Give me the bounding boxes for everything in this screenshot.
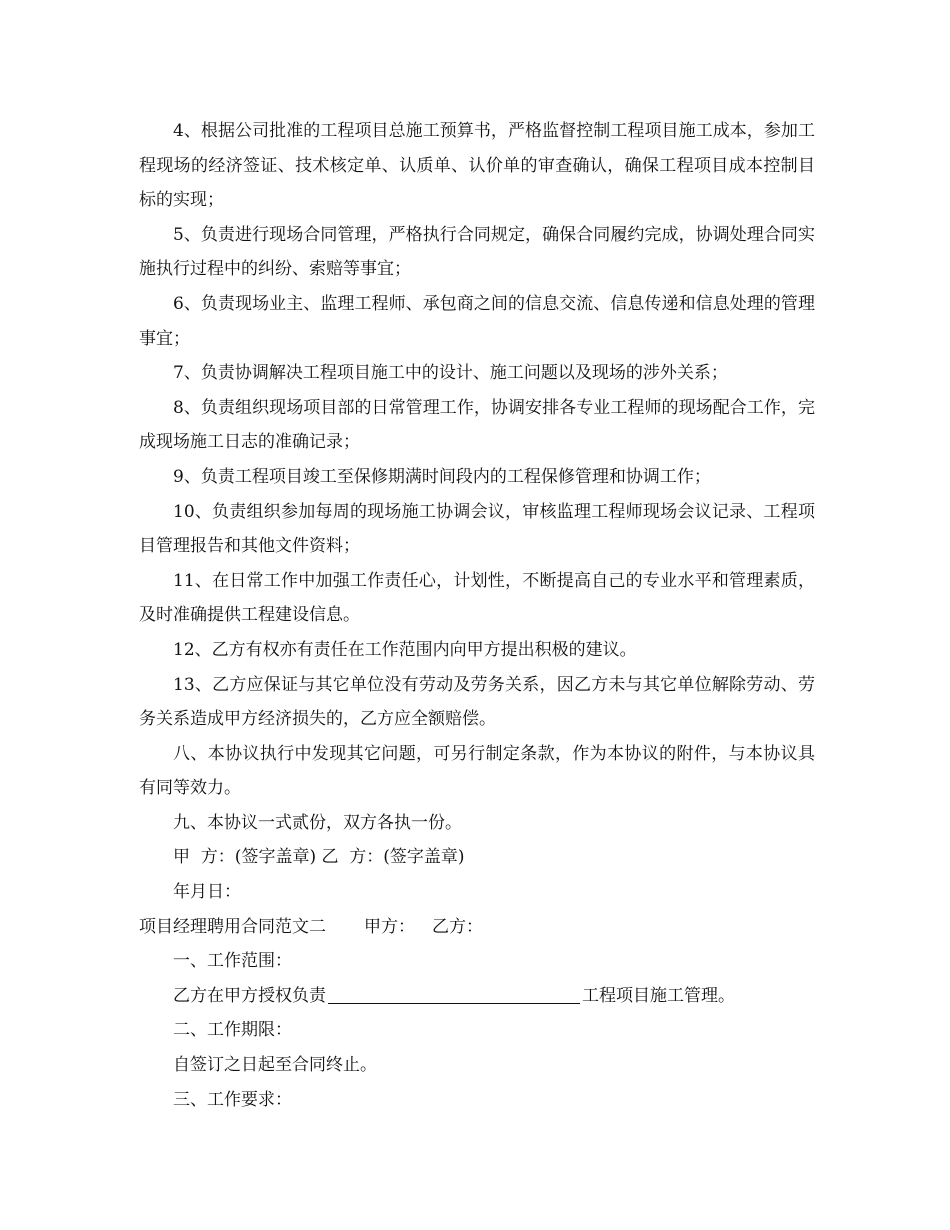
article-8: 八、本协议执行中发现其它问题，可另行制定条款，作为本协议的附件，与本协议具有同等效力。 <box>139 743 815 799</box>
date-line: 年月日： <box>173 882 241 903</box>
scope-line <box>139 979 815 1014</box>
section-2-heading: 二、工作期限： <box>173 1020 292 1041</box>
party-b-label: 乙方： <box>432 916 483 937</box>
term-line: 自签订之日起至合同终止。 <box>173 1055 377 1076</box>
clause-6: 6、负责现场业主、监理工程师、承包商之间的信息交流、信息传递和信息处理的管理事宜； <box>139 293 815 349</box>
clause-9: 9、负责工程项目竣工至保修期满时间段内的工程保修管理和协调工作； <box>173 466 711 487</box>
clause-11: 11、在日常工作中加强工作责任心，计划性，不断提高自己的专业水平和管理素质，及时准确提供工程建设信息。 <box>139 570 815 626</box>
second-contract-title: 项目经理聘用合同范文二 <box>139 916 326 937</box>
document-body <box>139 114 815 1117</box>
clause-10: 10、负责组织参加每周的现场施工协调会议，审核监理工程师现场会议记录、工程项目管理报告和其他文件资料； <box>139 501 815 557</box>
section-1-heading: 一、工作范围： <box>173 951 292 972</box>
clause-8: 8、负责组织现场项目部的日常管理工作，协调安排各专业工程师的现场配合工作，完成现场施工日志的准确记录； <box>139 397 815 453</box>
section-3-heading: 三、工作要求： <box>173 1089 292 1110</box>
clause-13: 13、乙方应保证与其它单位没有劳动及劳务关系，因乙方未与其它单位解除劳动、劳务关系造成甲方经济损失的，乙方应全额赔偿。 <box>139 674 815 730</box>
clause-7: 7、负责协调解决工程项目施工中的设计、施工问题以及现场的涉外关系； <box>173 363 728 384</box>
scope-prefix: 乙方在甲方授权负责 <box>173 985 326 1006</box>
clause-4: 4、根据公司批准的工程项目总施工预算书，严格监督控制工程项目施工成本，参加工程现场的经济签证、技术核定单、认质单、认价单的审查确认，确保工程项目成本控制目标的实现； <box>139 121 815 211</box>
article-9: 九、本协议一式贰份，双方各执一份。 <box>173 812 462 833</box>
signature-line: 甲 方：(签字盖章) 乙 方：(签字盖章) <box>173 847 465 868</box>
scope-suffix: 工程项目施工管理。 <box>582 985 735 1006</box>
party-a-label: 甲方： <box>364 916 415 937</box>
clause-12: 12、乙方有权亦有责任在工作范围内向甲方提出积极的建议。 <box>173 639 637 660</box>
scope-blank <box>328 983 580 1004</box>
second-contract-header <box>139 910 815 945</box>
clause-5: 5、负责进行现场合同管理，严格执行合同规定，确保合同履约完成，协调处理合同实施执行过程中的纠纷、索赔等事宜； <box>139 224 815 280</box>
